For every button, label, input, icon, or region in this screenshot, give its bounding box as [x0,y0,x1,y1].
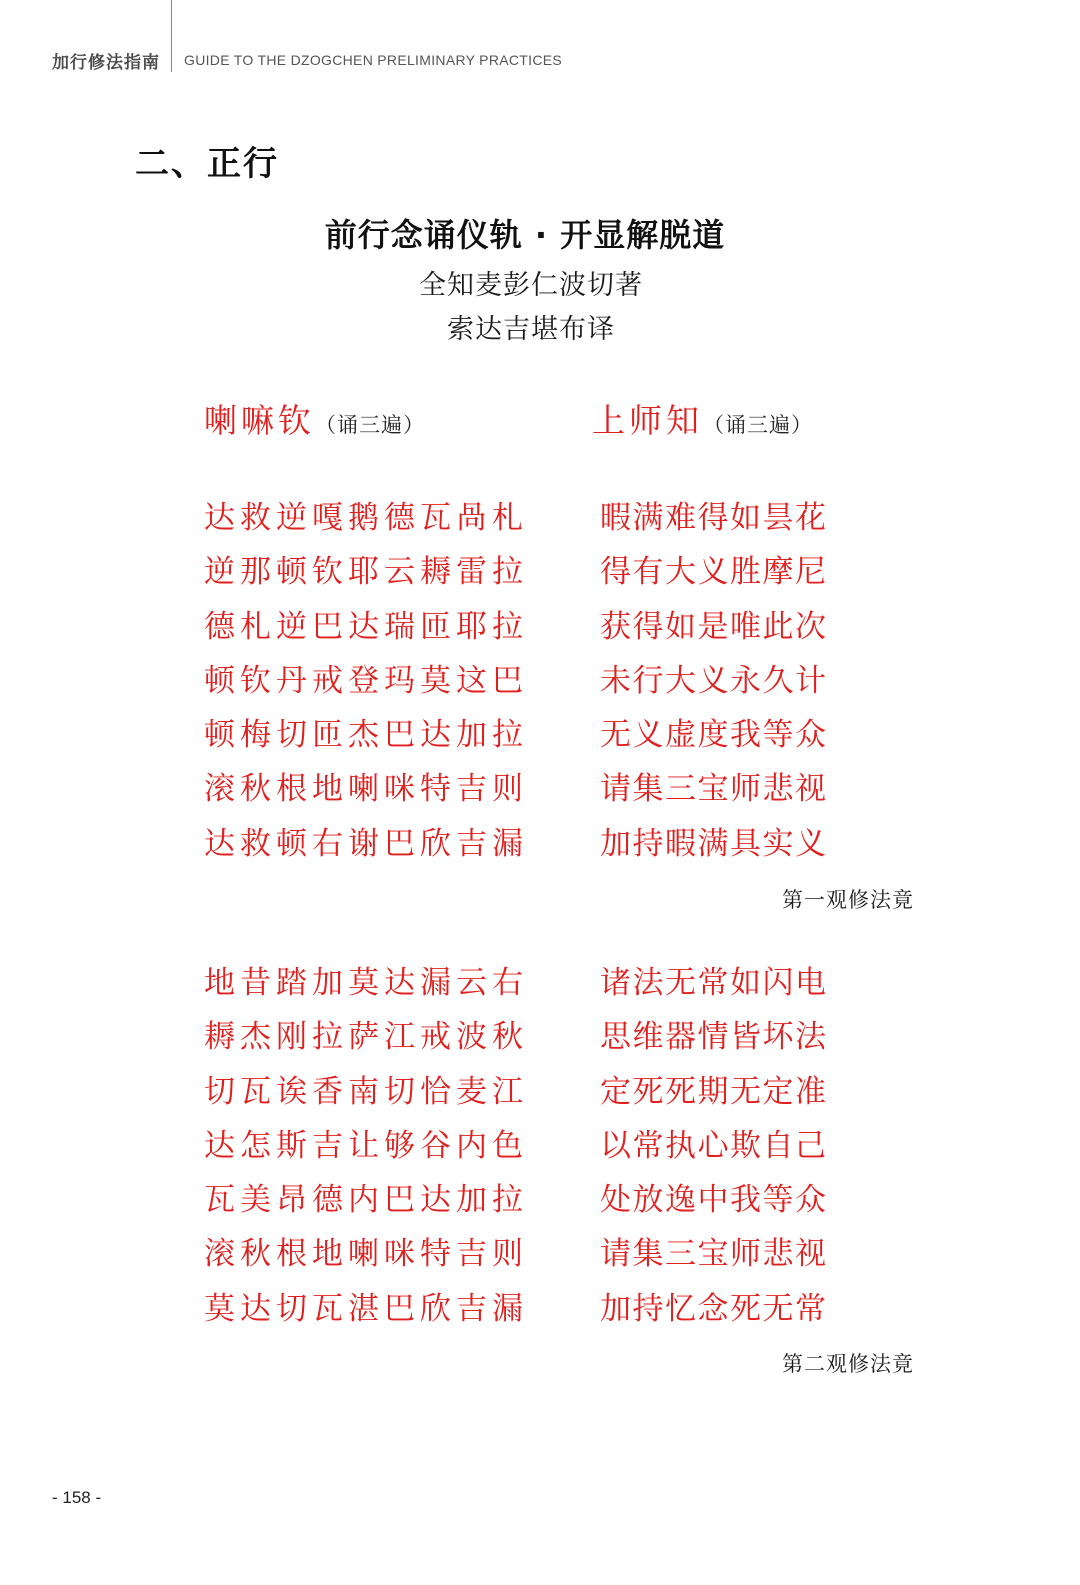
verse-line: 切瓦诶香南切恰麦江 [204,1073,528,1110]
header-title-zh: 加行修法指南 [52,53,160,73]
verse-line: 顿钦丹戒登玛莫这巴 [204,662,528,699]
invocation-tibetan [204,395,425,442]
verse-line: 无义虚度我等众 [600,717,828,754]
verse-line: 顿梅切匝杰巴达加拉 [204,717,528,754]
invocation-chinese-note: （诵三遍） [703,413,813,437]
verse-line: 瓦美昂德内巴达加拉 [204,1182,528,1219]
verse-block-2-translation [600,956,828,1336]
section-caption-2: 第二观修法竟 [782,1352,914,1376]
verse-line: 请集三宝师悲视 [600,1236,828,1273]
verse-block-1-transliteration [204,491,528,871]
section-caption-1: 第一观修法竟 [782,888,914,912]
invocation-chinese-text: 上师知 [592,401,703,440]
invocation-tibetan-note: （诵三遍） [315,413,425,437]
header-title-en: GUIDE TO THE DZOGCHEN PRELIMINARY PRACTICES [184,52,563,68]
verse-line: 地昔踏加莫达漏云右 [204,965,528,1001]
section-title: 二、正行 [135,144,279,184]
invocation-tibetan-text: 喇嘛钦 [204,401,315,440]
verse-line: 处放逸中我等众 [600,1182,828,1219]
author-line: 全知麦彭仁波切著 [419,270,643,301]
verse-line: 请集三宝师悲视 [600,771,828,808]
invocation-chinese [592,395,813,442]
verse-line: 达救顿右谢巴欣吉漏 [204,825,528,862]
verse-line: 定死死期无定准 [600,1073,828,1110]
verse-line: 得有大义胜摩尼 [600,554,828,591]
verse-block-2-transliteration [204,956,528,1336]
verse-line: 滚秋根地喇咪特吉则 [204,771,528,808]
verse-line: 思维器情皆坏法 [600,1019,828,1056]
verse-block-1-translation [600,491,828,871]
verse-line: 诸法无常如闪电 [600,965,828,1001]
page-number: - 158 - [52,1488,102,1507]
rite-title: 前行念诵仪轨 · 开显解脱道 [324,216,726,254]
verse-line: 加持忆念死无常 [600,1290,828,1327]
verse-line: 暇满难得如昙花 [600,500,828,536]
verse-line: 逆那顿钦耶云耨雷拉 [204,554,528,591]
verse-line: 莫达切瓦湛巴欣吉漏 [204,1290,528,1327]
verse-line: 获得如是唯此次 [600,608,828,645]
verse-line: 未行大义永久计 [600,662,828,699]
verse-line: 加持暇满具实义 [600,825,828,862]
verse-line: 以常执心欺自己 [600,1127,828,1164]
verse-line: 滚秋根地喇咪特吉则 [204,1236,528,1273]
verse-line: 德札逆巴达瑞匝耶拉 [204,608,528,645]
header-divider [171,0,172,72]
verse-line: 耨杰刚拉萨江戒波秋 [204,1019,528,1056]
translator-line: 索达吉堪布译 [447,314,615,345]
verse-line: 达怎斯吉让够谷内色 [204,1127,528,1164]
verse-line: 达救逆嘎鹅德瓦咼札 [204,500,528,536]
